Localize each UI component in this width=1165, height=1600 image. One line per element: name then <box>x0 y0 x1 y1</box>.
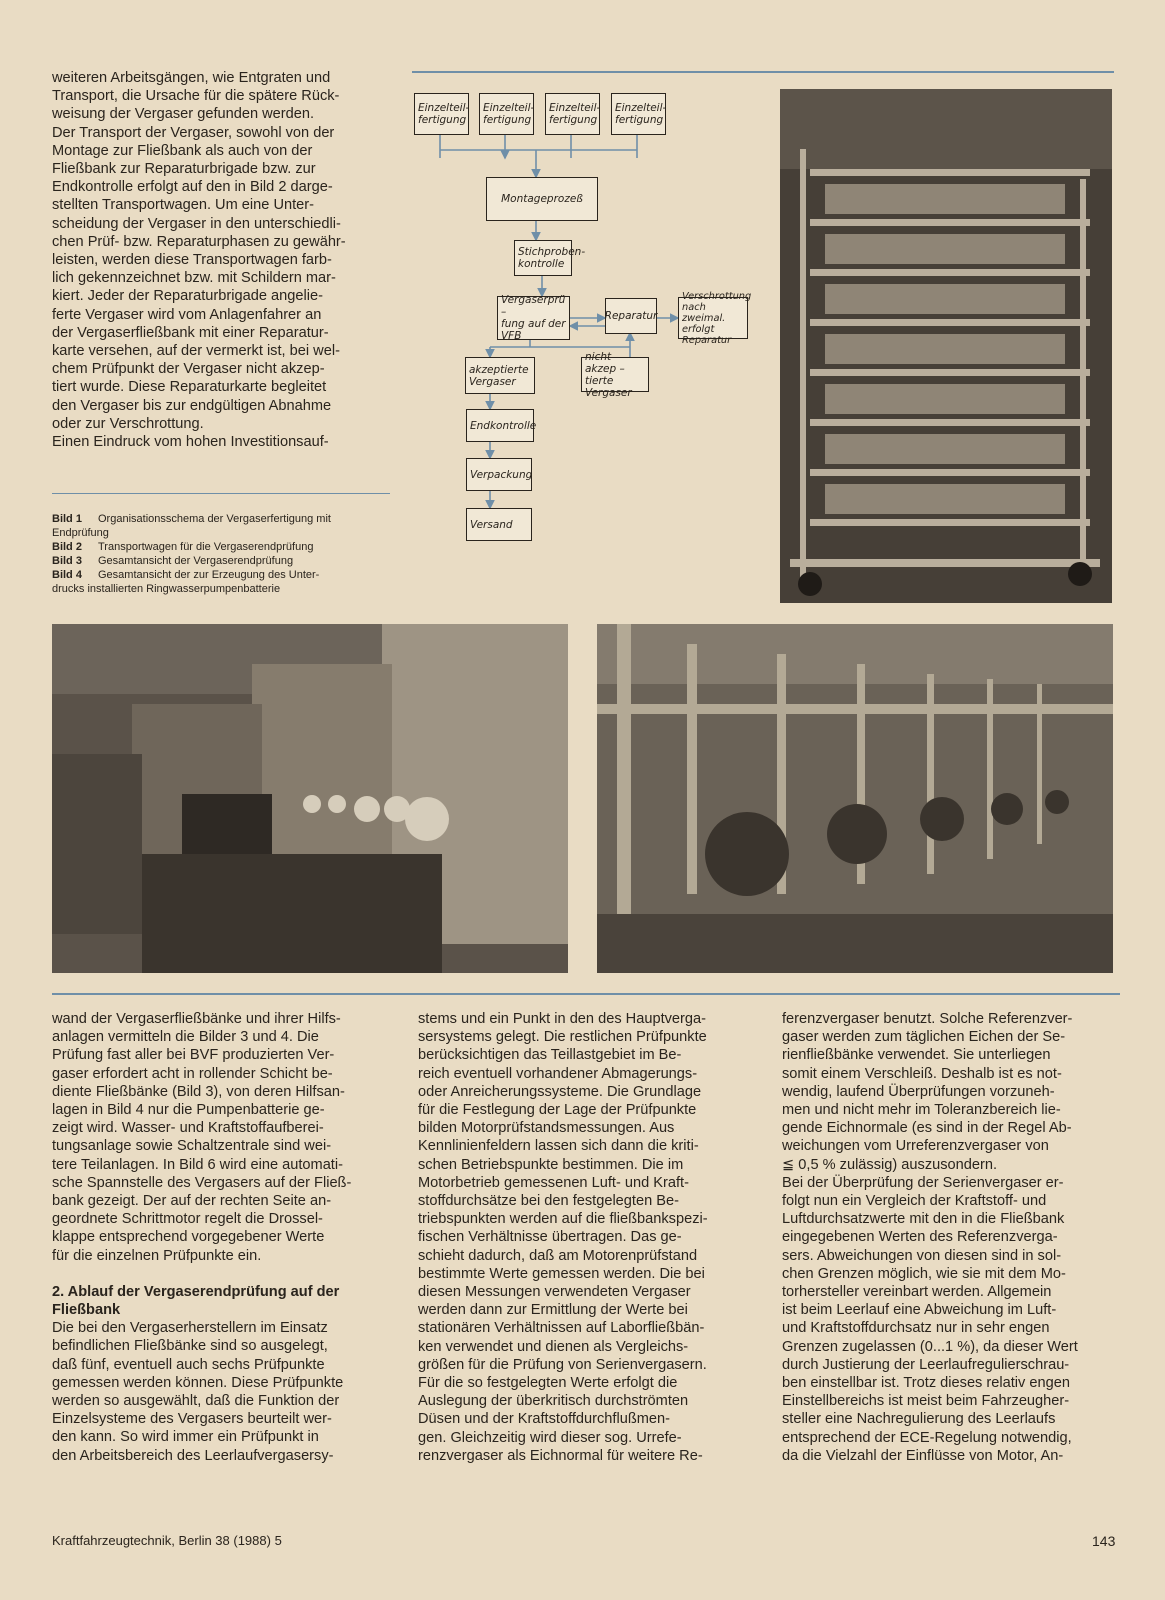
text-line: für die Festlegung der Lage der Prüfpunkte <box>418 1102 697 1119</box>
text-line: ≦ 0,5 % zulässig) auszusondern. <box>782 1156 998 1173</box>
photo-vergaserendpruefung <box>52 624 568 973</box>
caption-label: Bild 2 <box>52 541 82 553</box>
box-nicht-akzeptierte-vergaser <box>581 350 649 399</box>
text-line: gen. Gleichzeitig wird dieser sog. Urrefe- <box>418 1429 682 1446</box>
text-line: Fließbank zur Reparaturbrigade bzw. zur <box>52 161 316 178</box>
text-line: stationären Verhältnissen auf Laborfließbän- <box>418 1320 705 1337</box>
text-line: tungsanlage sowie Schaltzentrale sind wei- <box>52 1138 332 1155</box>
text-line: weisung der Vergaser gefunden werden. <box>52 106 315 123</box>
text-line: Die bei den Vergaserherstellern im Einsatz <box>52 1320 328 1337</box>
text-line: Prüfung fast aller bei BVF produzierten Ver- <box>52 1047 335 1064</box>
text-line: karte versehen, auf der vermerkt ist, bei wel- <box>52 343 340 360</box>
text-line: reich eventuell vorhandener Abmagerungs- <box>418 1065 698 1082</box>
rule-middle <box>52 993 1120 995</box>
text-line: stoffdurchsätze bei den festgelegten Be- <box>418 1193 679 1210</box>
box-label: nach zweimal. <box>682 301 726 324</box>
section-heading: Fließbank <box>52 1302 121 1319</box>
text-line: ken verwendet und dienen als Vergleichs- <box>418 1338 689 1355</box>
caption-text-cont: drucks installierten Ringwasserpumpenbatterie <box>52 583 281 595</box>
text-line: Transport, die Ursache für die spätere Rück- <box>52 88 340 105</box>
text-line: steller eine Nachregulierung des Leerlaufs <box>782 1411 1056 1428</box>
text-line: scheidung der Vergaser in den unterschiedli- <box>52 215 341 232</box>
text-line: Düsen und der Kraftstoffdurchflußmen- <box>418 1411 671 1428</box>
box-verpackung <box>466 458 532 491</box>
box-versand <box>466 508 532 541</box>
text-line: chen Prüf- bzw. Reparaturphasen zu gewähr- <box>52 233 346 250</box>
caption-text: Gesamtansicht der zur Erzeugung des Unter- <box>98 569 320 581</box>
text-line: torhersteller vereinbart werden. Allgemein <box>782 1284 1052 1301</box>
text-line: zeigt wird. Wasser- und Kraftstoffaufberei- <box>52 1120 324 1137</box>
column-1 <box>52 1010 377 1465</box>
text-line: Einzelsysteme des Vergasers beurteilt wer- <box>52 1411 332 1428</box>
text-line: gaser erfordert acht in rollender Schicht be- <box>52 1065 333 1082</box>
text-line: ben einstellbar ist. Trotz dieses relativ engen <box>782 1375 1070 1392</box>
text-line: für die einzelnen Prüfpunkte ein. <box>52 1247 262 1264</box>
text-line: sers. Abweichungen von diesen sind in sol- <box>782 1247 1062 1264</box>
text-line: da die Vielzahl der Einflüsse von Motor, An- <box>782 1447 1064 1464</box>
text-line: bilden Motorprüfstandsmessungen. Aus <box>418 1120 675 1137</box>
text-line: gende Eichnormale (es sind in der Regel Ab- <box>782 1120 1072 1137</box>
box-akzeptierte-vergaser <box>465 357 535 394</box>
photo-ringwasserpumpenbatterie <box>597 624 1113 973</box>
text-line: schen Betriebspunkte bestimmen. Die im <box>418 1156 684 1173</box>
box-label: Einzelteil- <box>418 102 470 114</box>
text-line: schieht dadurch, daß am Motorenprüfstand <box>418 1247 698 1264</box>
text-line: weichungen vom Urreferenzvergaser von <box>782 1138 1049 1155</box>
caption-label: Bild 3 <box>52 555 82 567</box>
box-label: Endkontrolle <box>470 419 537 432</box>
text-line: berücksichtigen das Teillastgebiet im Be- <box>418 1047 682 1064</box>
text-line: Montage zur Fließbank als auch von der <box>52 142 313 159</box>
caption-text: Gesamtansicht der Vergaserendprüfung <box>98 555 294 567</box>
box-label: Versand <box>470 518 513 531</box>
photo-ringwasserpumpenbatterie-image <box>597 624 1113 973</box>
box-einzelteilfertigung-3 <box>545 93 600 135</box>
photo-transportwagen <box>780 89 1112 603</box>
box-label: tierte Vergaser <box>585 374 632 399</box>
text-line: entsprechend der ECE-Regelung notwendig, <box>782 1429 1072 1446</box>
text-line: leisten, werden diese Transportwagen farb- <box>52 252 332 269</box>
text-line: der Vergaserfließbank mit einer Reparatur- <box>52 324 329 341</box>
column-2 <box>418 1010 753 1465</box>
text-line: geordnete Schrittmotor regelt die Drossel- <box>52 1211 323 1228</box>
text-line: tiert wurde. Diese Reparaturkarte begleitet <box>52 379 327 396</box>
text-line: den Arbeitsbereich des Leerlaufvergasersy- <box>52 1447 334 1464</box>
text-line: ferenzvergaser benutzt. Solche Referenzver- <box>782 1011 1073 1027</box>
caption-text: Organisationsschema der Vergaserfertigung mit <box>98 513 331 525</box>
text-line: Endkontrolle erfolgt auf den in Bild 2 darge- <box>52 179 333 196</box>
text-line: chen Grenzen möglich, wie sie mit dem Mo- <box>782 1265 1066 1282</box>
caption-label: Bild 4 <box>52 569 82 581</box>
box-verschrottung <box>678 290 752 346</box>
box-label: Vergaser <box>469 375 516 388</box>
text-line: Auslegung der überkritisch durchströmten <box>418 1393 689 1410</box>
text-line: bank gezeigt. Der auf der rechten Seite an- <box>52 1193 332 1210</box>
text-line: lagen in Bild 4 nur die Pumpenbatterie ge- <box>52 1102 325 1119</box>
box-endkontrolle <box>466 409 537 442</box>
column-3 <box>782 1010 1117 1465</box>
text-line: befindlichen Fließbänke sind so ausgelegt, <box>52 1338 328 1355</box>
text-line: sersystems gelegt. Die restlichen Prüfpunkte <box>418 1029 707 1046</box>
text-line: oder zur Verschrottung. <box>52 415 204 432</box>
text-line: folgt nun ein Vergleich der Kraftstoff- und <box>782 1193 1047 1210</box>
text-line: gaser werden zum täglichen Eichen der Se- <box>782 1029 1066 1046</box>
box-label: Verpackung <box>470 468 533 481</box>
box-montageprozess <box>486 177 598 221</box>
caption-label: Bild 1 <box>52 513 82 525</box>
text-line: wand der Vergaserfließbänke und ihrer Hilfs- <box>52 1011 341 1027</box>
text-line: Einstellbereichs ist meist beim Fahrzeugher- <box>782 1393 1070 1410</box>
text-line: eingegebenen Werten des Referenzverga- <box>782 1229 1058 1246</box>
text-line: daß fünf, eventuell auch sechs Prüfpunkte <box>52 1356 325 1373</box>
box-label: Reparatur <box>604 310 658 322</box>
text-line: stems und ein Punkt in den des Hauptverga- <box>418 1011 706 1027</box>
text-line: durch Justierung der Leerlaufregulierschrau- <box>782 1356 1070 1373</box>
box-einzelteilfertigung-1 <box>414 93 469 135</box>
box-label: akzeptierte <box>469 363 529 376</box>
text-line: ferte Vergaser wird vom Anlagenfahrer an <box>52 306 322 323</box>
box-label: fertigung <box>549 114 598 126</box>
caption-text-cont: Endprüfung <box>52 527 109 539</box>
text-line: tere Teilanlagen. In Bild 6 wird eine automati- <box>52 1156 343 1173</box>
text-line: triebspunkten werden auf die fließbankspezi- <box>418 1211 708 1228</box>
box-label: fertigung <box>483 114 532 126</box>
text-line: größen für die Prüfung von Serienvergasern. <box>418 1356 707 1373</box>
text-line: Für die so festgelegten Werte erfolgt die <box>418 1375 678 1392</box>
photo-vergaserendpruefung-image <box>52 624 568 973</box>
text-line: chem Prüfpunkt der Vergaser nicht akzep- <box>52 361 325 378</box>
box-label: Verschrottung <box>682 290 752 302</box>
text-line: Grenzen zugelassen (0...1 %), da dieser Wert <box>782 1338 1078 1355</box>
text-line: ist beim Leerlauf eine Abweichung im Luft- <box>782 1302 1057 1319</box>
text-line: fischen Verhältnisse übertragen. Das ge- <box>418 1229 682 1246</box>
text-line: klappe entsprechend vorgegebener Werte <box>52 1229 325 1246</box>
text-line: men und nicht mehr im Toleranzbereich lie- <box>782 1102 1061 1119</box>
box-label: Einzelteil- <box>483 102 535 114</box>
box-label: erfolgt Reparatur <box>682 323 732 346</box>
text-line: werden dann zur Ermittlung der Werte bei <box>418 1302 688 1319</box>
box-label: Einzelteil- <box>549 102 601 114</box>
text-line: diesen Messungen verwendeten Vergaser <box>418 1284 691 1301</box>
text-line: anlagen vermitteln die Bilder 3 und 4. Die <box>52 1029 319 1046</box>
text-line: Bei der Überprüfung der Serienvergaser er- <box>782 1174 1064 1191</box>
text-line: lich gekennzeichnet bzw. mit Schildern mar- <box>52 270 336 287</box>
text-line: diente Fließbänke (Bild 3), von deren Hilfsan- <box>52 1083 345 1100</box>
box-label: Montageprozeß <box>501 193 583 205</box>
text-line: rienfließbänke verwendet. Sie unterliegen <box>782 1047 1051 1064</box>
box-label: Einzelteil- <box>615 102 667 114</box>
text-line: Der Transport der Vergaser, sowohl von der <box>52 124 335 141</box>
box-label: Vergaserprü – <box>501 294 566 318</box>
text-line: oder Anreicherungssysteme. Die Grundlage <box>418 1083 702 1100</box>
box-vergaserpruefung <box>497 296 570 340</box>
text-line: stellten Transportwagen. Um eine Unter- <box>52 197 314 214</box>
text-line: Luftdurchsatzwerte mit den in die Fließbank <box>782 1211 1065 1228</box>
box-label: kontrolle <box>518 258 565 270</box>
text-line: Einen Eindruck vom hohen Investitionsauf- <box>52 434 329 451</box>
box-label: nicht akzep – <box>585 350 625 375</box>
photo-transportwagen-image <box>780 89 1112 603</box>
box-label: Stichproben- <box>518 246 586 258</box>
text-line: renzvergaser als Eichnormal für weitere Re- <box>418 1447 703 1464</box>
text-line: kiert. Jeder der Reparaturbrigade angelie- <box>52 288 323 305</box>
text-line: bestimmte Werte gemessen werden. Die bei <box>418 1265 705 1282</box>
text-line: weiteren Arbeitsgängen, wie Entgraten und <box>52 70 331 86</box>
text-line: gemessen werden können. Diese Prüfpunkte <box>52 1374 344 1391</box>
text-line: Motorbetrieb gemessenen Luft- und Kraft- <box>418 1174 689 1191</box>
box-einzelteilfertigung-2 <box>479 93 534 135</box>
box-label: fung auf der VFB <box>501 318 566 342</box>
text-line: sche Spannstelle des Vergasers auf der Fließ- <box>52 1174 352 1191</box>
section-heading: 2. Ablauf der Vergaserendprüfung auf der <box>52 1283 340 1300</box>
box-reparatur <box>605 298 657 334</box>
text-line: werden so ausgewählt, daß die Funktion der <box>52 1393 340 1410</box>
footer-page-number: 143 <box>1092 1533 1116 1549</box>
box-label: fertigung <box>615 114 664 126</box>
text-line: den Vergaser bis zur endgültigen Abnahme <box>52 397 332 414</box>
box-einzelteilfertigung-4 <box>611 93 666 135</box>
footer-journal: Kraftfahrzeugtechnik, Berlin 38 (1988) 5 <box>52 1533 282 1548</box>
caption-text: Transportwagen für die Vergaserendprüfung <box>98 541 314 553</box>
box-label: fertigung <box>418 114 467 126</box>
text-line: somit einem Verschleiß. Deshalb ist es not- <box>782 1065 1062 1082</box>
box-stichprobenkontrolle <box>514 240 586 276</box>
text-line: und Kraftstoffdurchsatz nur in sehr engen <box>782 1320 1050 1337</box>
text-line: Kennlinienfeldern lassen sich dann die kriti- <box>418 1138 699 1155</box>
text-line: wendig, laufend Überprüfungen vorzuneh- <box>782 1083 1055 1100</box>
text-line: den kann. So wird immer ein Prüfpunkt in <box>52 1429 319 1446</box>
